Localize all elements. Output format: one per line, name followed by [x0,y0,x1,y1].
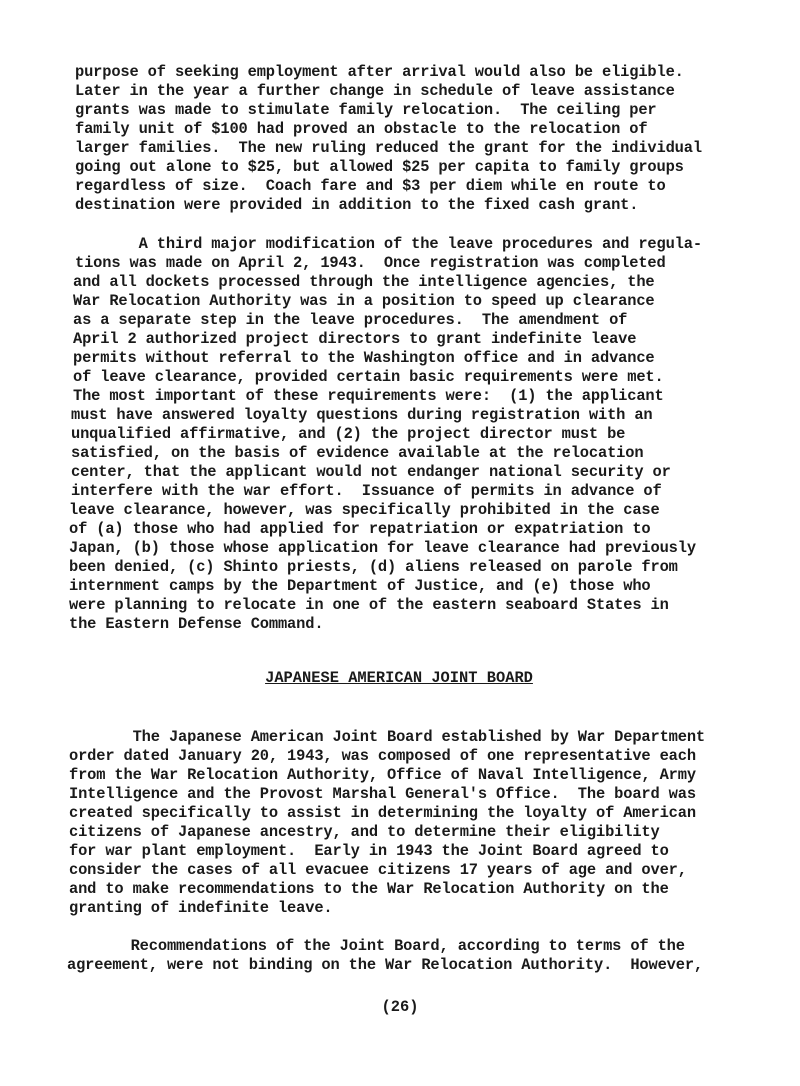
page-number: (26) [381,998,419,1016]
text-line: consider the cases of all evacuee citizens 17 years of age and over, [69,861,687,879]
text-line: and to make recommendations to the War Relocation Authority on the [69,880,669,898]
text-line: tions was made on April 2, 1943. Once registration was completed [75,254,666,272]
text-line: Intelligence and the Provost Marshal General's Office. The board was [69,785,696,803]
text-line: April 2 authorized project directors to grant indefinite leave [73,330,637,348]
text-line: order dated January 20, 1943, was composed of one representative each [69,747,696,765]
text-line: and all dockets processed through the intelligence agencies, the [73,273,655,291]
text-line: The Japanese American Joint Board established by War Department [69,728,706,746]
text-line: regardless of size. Coach fare and $3 per diem while en route to [75,177,666,195]
text-line: as a separate step in the leave procedures. The amendment of [73,311,628,329]
text-line: Recommendations of the Joint Board, according to terms of the [67,937,685,955]
text-line: larger families. The new ruling reduced the grant for the individual [75,139,702,157]
text-line: must have answered loyalty questions during registration with an [71,406,653,424]
text-line: Japan, (b) those whose application for leave clearance had previously [69,539,696,557]
section-heading [0,669,800,688]
text-line: interfere with the war effort. Issuance of permits in advance of [71,482,662,500]
text-line: purpose of seeking employment after arrival would also be eligible. [75,63,684,81]
text-line: permits without referral to the Washington office and in advance [73,349,655,367]
text-line: satisfied, on the basis of evidence available at the relocation [71,444,644,462]
text-line: leave clearance, however, was specifically prohibited in the case [69,501,660,519]
text-line: grants was made to stimulate family relocation. The ceiling per [75,101,657,119]
text-line: going out alone to $25, but allowed $25 per capita to family groups [75,158,684,176]
text-line: of (a) those who had applied for repatriation or expatriation to [69,520,651,538]
text-line: of leave clearance, provided certain basic requirements were met. [73,368,664,386]
text-line: agreement, were not binding on the War Relocation Authority. However, [67,956,704,974]
text-line: Later in the year a further change in schedule of leave assistance [75,82,675,100]
text-line: center, that the applicant would not endanger national security or [71,463,671,481]
text-line: the Eastern Defense Command. [69,615,324,633]
text-line: been denied, (c) Shinto priests, (d) aliens released on parole from [69,558,678,576]
text-line: from the War Relocation Authority, Office of Naval Intelligence, Army [69,766,696,784]
text-line: destination were provided in addition to the fixed cash grant. [75,196,639,214]
text-line: granting of indefinite leave. [69,899,333,917]
text-line: unqualified affirmative, and (2) the project director must be [71,425,626,443]
text-line: family unit of $100 had proved an obstacle to the relocation of [75,120,648,138]
text-line: A third major modification of the leave procedures and regula- [75,235,702,253]
section-heading-text: JAPANESE AMERICAN JOINT BOARD [265,669,533,687]
text-line: internment camps by the Department of Justice, and (e) those who [69,577,651,595]
text-line: War Relocation Authority was in a position to speed up clearance [73,292,655,310]
text-line: for war plant employment. Early in 1943 the Joint Board agreed to [69,842,669,860]
text-line: citizens of Japanese ancestry, and to determine their eligibility [69,823,660,841]
text-line: were planning to relocate in one of the eastern seaboard States in [69,596,669,614]
text-line: The most important of these requirements were: (1) the applicant [73,387,664,405]
text-line: created specifically to assist in determining the loyalty of American [69,804,696,822]
